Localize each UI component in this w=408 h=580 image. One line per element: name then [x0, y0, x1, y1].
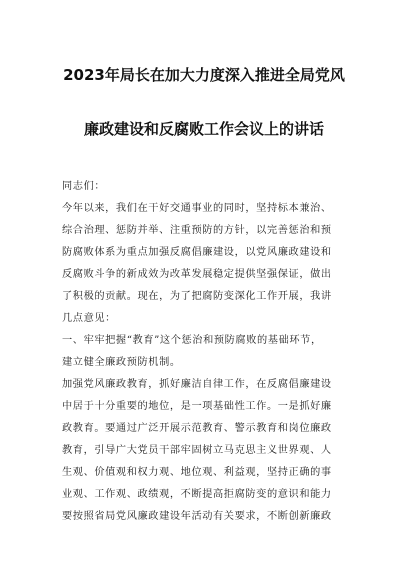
section-heading-line-2: 建立健全廉政预防机制。: [62, 357, 181, 368]
salutation: 同志们：: [62, 181, 106, 192]
body-line-5: 了积极的贡献。现在，为了把腐防变深化工作开展，我讲: [62, 291, 332, 302]
body-line-13: 生观、价值观和权力观、地位观、利益观，坚持正确的事: [62, 467, 332, 478]
body-line-3: 防腐败体系为重点加强反腐倡廉建设，以党风廉政建设和: [62, 247, 332, 258]
document-title-line-2: 廉政建设和反腐败工作会议上的讲话: [83, 120, 324, 138]
body-line-14: 业观、工作观、政绩观，不断提高拒腐防变的意识和能力: [62, 489, 332, 500]
body-line-12: 教育，引导广大党员干部牢固树立马克思主义世界观、人: [62, 445, 332, 456]
body-line-15: 要按照省局党风廉政建设年活动有关要求，不断创新廉政: [62, 511, 332, 522]
body-line-9: 加强党风廉政教育，抓好廉洁自律工作，在反腐倡廉建设: [62, 379, 332, 390]
body-line-1: 今年以来，我们在干好交通事业的同时，坚持标本兼治、: [62, 203, 332, 214]
body-line-11: 政教育。要通过广泛开展示范教育、警示教育和岗位廉政: [62, 423, 332, 434]
body-line-2: 综合治理、惩防并举、注重预防的方针，以完善惩治和预: [62, 225, 332, 236]
body-line-10: 中居于十分重要的地位，是一项基础性工作。一是抓好廉: [62, 401, 332, 412]
section-heading-line-1: 一、牢牢把握“教育”这个惩治和预防腐败的基础环节，: [62, 335, 322, 346]
body-line-6: 几点意见：: [62, 313, 116, 324]
document-title-line-1: 2023年局长在加大力度深入推进全局党风: [63, 66, 345, 84]
body-line-4: 反腐败斗争的新成效为改革发展稳定提供坚强保证，做出: [62, 269, 332, 280]
